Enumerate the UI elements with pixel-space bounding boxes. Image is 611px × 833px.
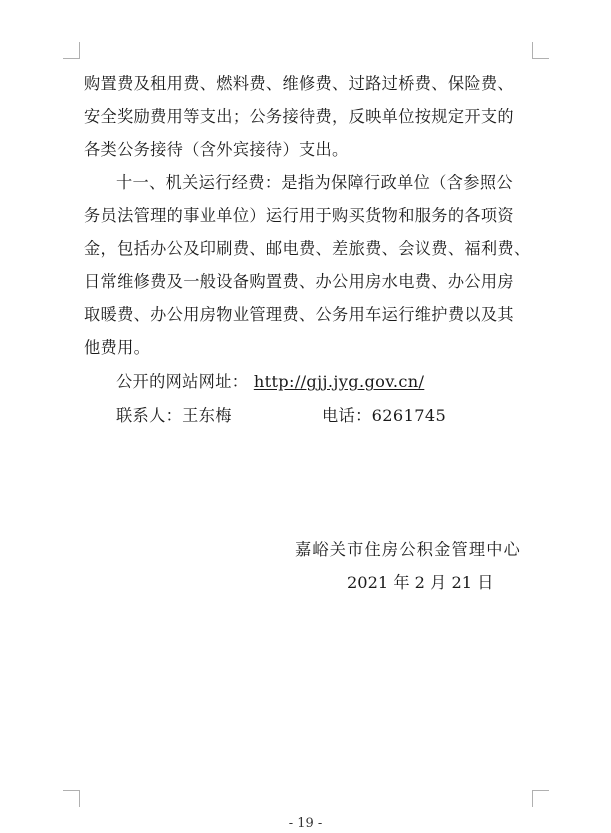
page-number: - 19 - (288, 816, 323, 831)
contact-person-name: 王东梅 (182, 406, 232, 425)
paragraph-line: 十一、机关运行经费：是指为保障行政单位（含参照公 (116, 173, 513, 192)
contact-phone-value: 6261745 (371, 406, 447, 425)
crop-mark-top-right (532, 42, 549, 59)
paragraph-line: 金，包括办公及印刷费、邮电费、差旅费、会议费、福利费、 (84, 239, 531, 258)
crop-mark-top-left (63, 42, 80, 59)
paragraph-line: 安全奖励费用等支出；公务接待费，反映单位按规定开支的 (84, 107, 514, 126)
paragraph-line: 各类公务接待（含外宾接待）支出。 (84, 140, 349, 159)
paragraph-line: 日常维修费及一般设备购置费、办公用房水电费、办公用房 (84, 272, 514, 291)
website-label: 公开的网站网址： (116, 372, 249, 391)
paragraph-line: 购置费及租用费、燃料费、维修费、过路过桥费、保险费、 (84, 74, 514, 93)
contact-phone-label: 电话： (322, 406, 372, 425)
signature-date: 2021 年 2 月 21 日 (347, 573, 494, 592)
paragraph-line: 他费用。 (84, 338, 151, 357)
website-link[interactable]: http://gjj.jyg.gov.cn/ (253, 372, 425, 391)
website-line (116, 372, 568, 392)
crop-mark-bottom-right (532, 790, 549, 807)
paragraph-line: 务员法管理的事业单位）运行用于购买货物和服务的各项资 (84, 206, 514, 225)
paragraph-line: 取暖费、办公用房物业管理费、公务用车运行维护费以及其 (84, 305, 514, 324)
crop-mark-bottom-left (63, 790, 80, 807)
contact-person-label: 联系人： (116, 406, 183, 425)
signature-organization: 嘉峪关市住房公积金管理中心 (295, 540, 522, 559)
contact-phone (322, 406, 446, 426)
contact-line (116, 406, 568, 426)
